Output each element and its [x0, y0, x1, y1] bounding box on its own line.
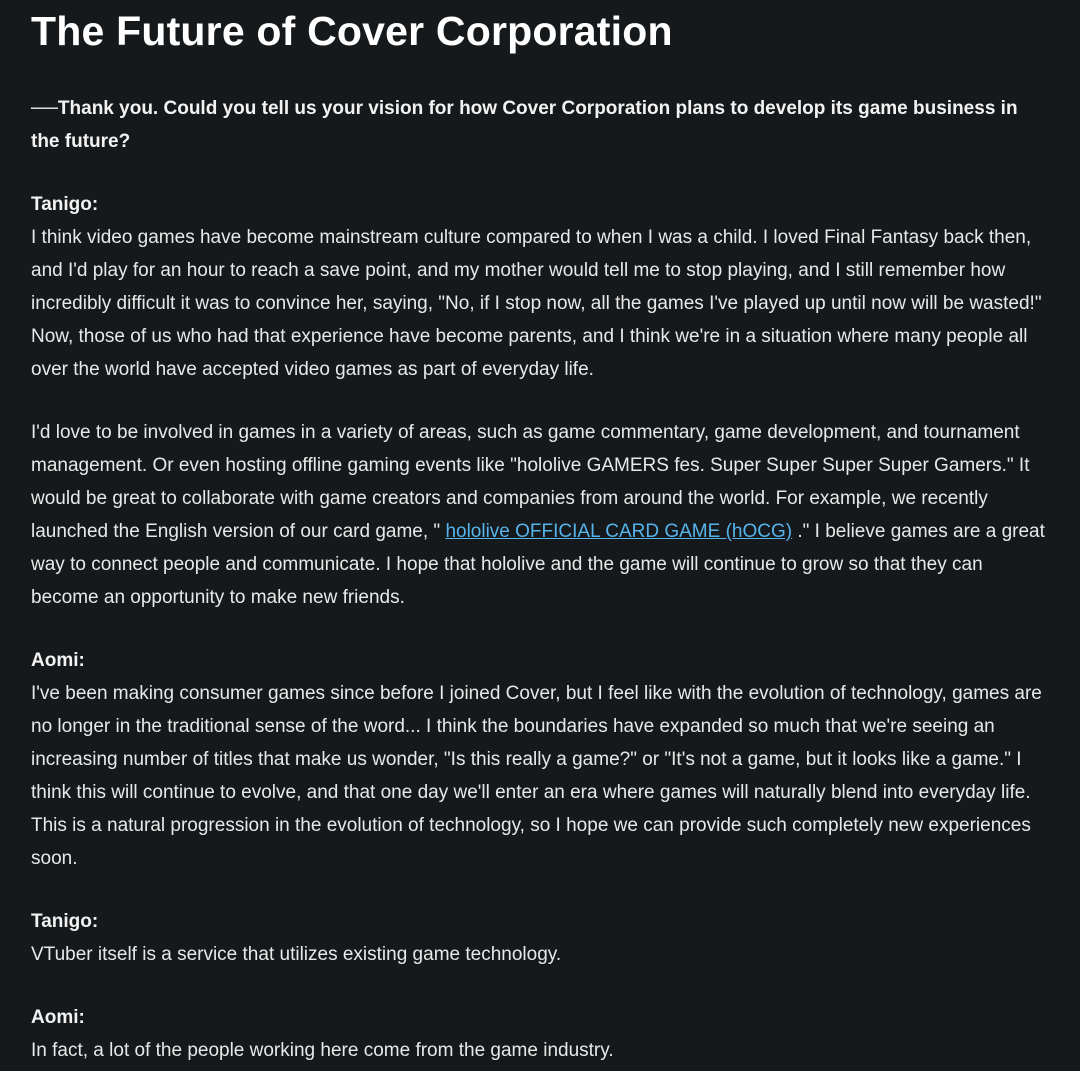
page-title: The Future of Cover Corporation	[31, 8, 673, 54]
speaker-label: Tanigo:	[31, 911, 99, 932]
paragraph-text-after-link: ." I believe games are a great way to connect people and communicate. I hope that hololive and the game will continue to grow so that they can become an opportunity to make new friends.	[31, 521, 1045, 608]
answer-paragraph: I've been making consumer games since before I joined Cover, but I feel like with the evolution of technology, games are no longer in the traditional sense of the word... I think the boundaries have expanded so much that we're seeing an increasing number of titles that make us wonder, "Is this really a game?" or "It's not a game, but it looks like a game." I think this will continue to evolve, and that one day we'll enter an era where games will naturally blend into everyday life. This is a natural progression in the evolution of technology, so I hope we can provide such completely new experiences soon.	[31, 683, 1042, 869]
answer-paragraph-with-link	[31, 416, 1050, 614]
interview-question: ──Thank you. Could you tell us your vision for how Cover Corporation plans to develop its game business in the future?	[31, 98, 1018, 152]
paragraph-text-before-link: I'd love to be involved in games in a variety of areas, such as game commentary, game development, and tournament management. Or even hosting offline gaming events like "hololive GAMERS fes. Super Super Super Super Gamers." It would be great to collaborate with game creators and companies from around the world. For example, we recently launched the English version of our card game, "	[31, 422, 1030, 542]
answer-block-tanigo-1	[31, 188, 1050, 614]
answer-paragraph: In fact, a lot of the people working here come from the game industry.	[31, 1040, 614, 1061]
speaker-label: Aomi:	[31, 650, 85, 671]
answer-block-aomi-2	[31, 1001, 1050, 1067]
speaker-label: Tanigo:	[31, 194, 99, 215]
hocg-link[interactable]: hololive OFFICIAL CARD GAME (hOCG)	[445, 521, 793, 542]
speaker-label: Aomi:	[31, 1007, 85, 1028]
answer-paragraph: VTuber itself is a service that utilizes existing game technology.	[31, 944, 562, 965]
answer-paragraph: I think video games have become mainstream culture compared to when I was a child. I loved Final Fantasy back then, and I'd play for an hour to reach a save point, and my mother would tell me to stop playing, and I still remember how incredibly difficult it was to convince her, saying, "No, if I stop now, all the games I've played up until now will be wasted!" Now, those of us who had that experience have become parents, and I think we're in a situation where many people all over the world have accepted video games as part of everyday life.	[31, 227, 1042, 380]
answer-block-aomi-1	[31, 644, 1050, 875]
answer-block-tanigo-2	[31, 905, 1050, 971]
